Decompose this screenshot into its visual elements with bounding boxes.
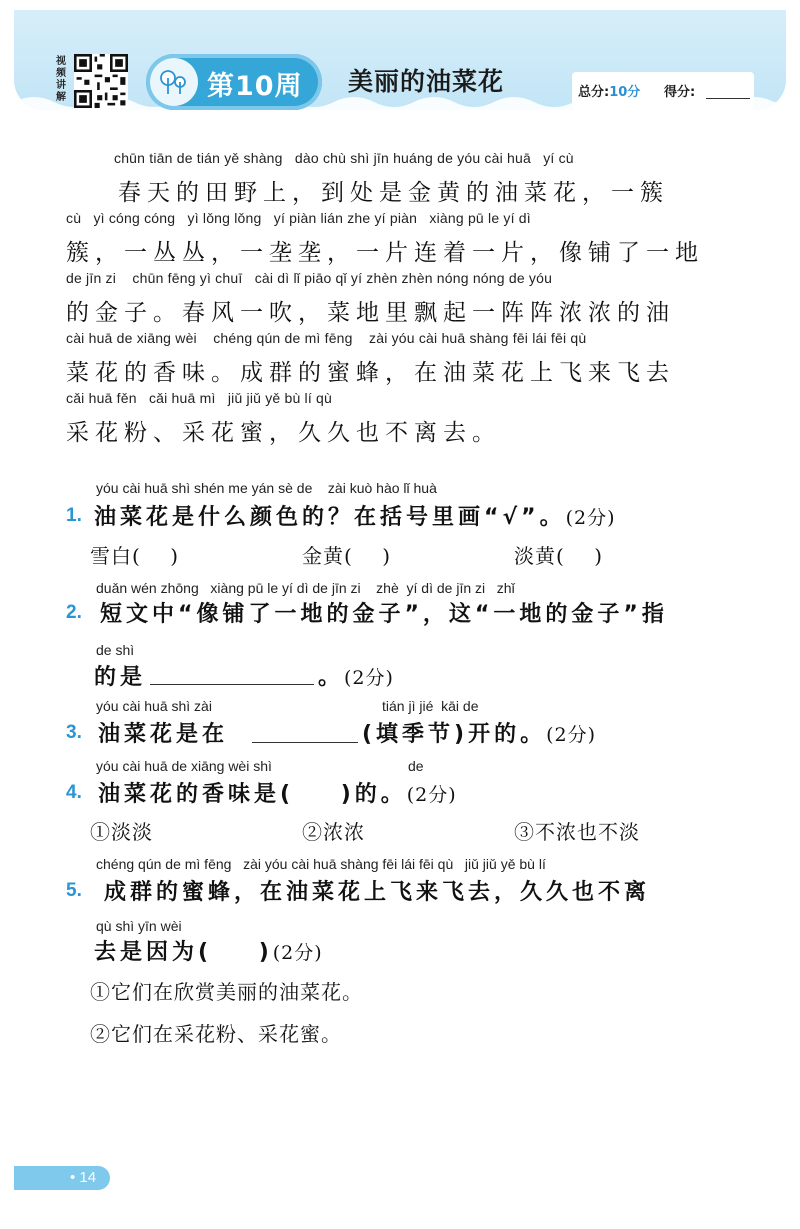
q5-score: (2分) (272, 942, 323, 964)
q3-score: (2分) (546, 724, 597, 746)
page-title: 美丽的油菜花 (348, 67, 505, 96)
q1-number: 1. (66, 505, 82, 526)
passage-text: 采花粉、采花蜜，久久也不离去。 (66, 420, 501, 446)
q4-question[interactable] (98, 777, 457, 808)
passage-text: 的金子。春风一吹，菜地里飘起一阵阵浓浓的油 (66, 300, 675, 326)
q2-period: 。 (318, 665, 345, 690)
score-total-label: 总分: (578, 85, 610, 100)
q2-score: (2分) (344, 667, 394, 689)
q1-pinyin: yóu cài huā shì shén me yán sè de zài kuò hào lǐ huà (96, 480, 437, 496)
q4-option-1[interactable]: ①淡淡 (90, 820, 153, 844)
q3-text: 油菜花是在 (98, 722, 229, 747)
q5-option-1[interactable]: ①它们在欣赏美丽的油菜花。 (90, 980, 363, 1004)
week-label: 第10周 (207, 71, 303, 102)
q5-text: 成群的蜜蜂，在油菜花上飞来飞去，久久也不离 (104, 880, 651, 905)
passage-line (66, 210, 771, 270)
passage-line (66, 150, 771, 210)
q2-answer-blank[interactable] (150, 684, 314, 685)
q1-text: 油菜花是什么颜色的？在括号里画“√”。 (94, 505, 566, 530)
q5-number: 5. (66, 880, 82, 901)
passage-line (66, 390, 771, 450)
reading-passage (66, 150, 771, 450)
q3-tail (362, 717, 596, 748)
passage-pinyin: cù yì cóng cóng yì lǒng lǒng yí piàn lián zhe yí piàn xiàng pū le yí dì (66, 210, 531, 226)
q2-pinyin: duǎn wén zhōng xiàng pū le yí dì de jīn zi zhè yí dì de jīn zi zhǐ (96, 580, 515, 596)
q2-tail (318, 660, 394, 691)
passage-text: 春天的田野上，到处是金黄的油菜花，一簇 (118, 180, 669, 206)
passage-text: 簇，一丛丛，一垄垄，一片连着一片，像铺了一地 (66, 240, 704, 266)
score-total-value: 10分 (609, 85, 641, 100)
q3-pinyin-b: tián jì jié kāi de (382, 698, 479, 714)
score-got-label: 得分: (664, 85, 696, 100)
qr-code-icon[interactable] (74, 54, 128, 108)
q1-score: (2分) (565, 507, 616, 529)
q4-option-3[interactable]: ③不浓也不淡 (514, 820, 640, 844)
week-badge-circle (150, 58, 198, 106)
q2-text-2: 的是 (94, 665, 147, 690)
passage-line (66, 330, 771, 390)
q4-pinyin: yóu cài huā de xiāng wèi shì (96, 758, 272, 774)
q3-text-b: (填季节)开的。 (362, 722, 547, 747)
page-number: • 14 (70, 1169, 97, 1186)
q4-pinyin-b: de (408, 758, 424, 774)
page-number-value: 14 (79, 1169, 97, 1186)
q1-option-b[interactable]: 金黄( ) (302, 544, 392, 568)
q5-option-2[interactable]: ②它们在采花粉、采花蜜。 (90, 1022, 342, 1046)
q2-number: 2. (66, 602, 82, 623)
q3-answer-blank[interactable] (252, 742, 358, 743)
score-total (578, 81, 640, 100)
passage-pinyin: cǎi huā fěn cǎi huā mì jiǔ jiǔ yě bù lí qù (66, 390, 333, 406)
tree-icon (150, 58, 198, 106)
passage-pinyin: de jīn zi chūn fēng yì chuī cài dì lǐ piāo qǐ yí zhèn zhèn nóng nóng de yóu (66, 270, 553, 286)
q1-option-c[interactable]: 淡黄( ) (514, 544, 604, 568)
passage-line (66, 270, 771, 330)
score-got-blank[interactable] (706, 98, 750, 99)
passage-pinyin: cài huā de xiāng wèi chéng qún de mì fēng zài yóu cài huā shàng fēi lái fēi qù (66, 330, 587, 346)
q4-text: 油菜花的香味是( )的。 (98, 782, 407, 807)
q3-number: 3. (66, 722, 82, 743)
q4-number: 4. (66, 782, 82, 803)
q5-pinyin: chéng qún de mì fēng zài yóu cài huā shàng fēi lái fēi qù jiǔ jiǔ yě bù lí (96, 856, 546, 872)
qr-label: 视频讲解 (56, 56, 66, 103)
q4-score: (2分) (406, 784, 457, 806)
q5-text-2: 去是因为( ) (94, 940, 273, 965)
passage-pinyin: chūn tiān de tián yě shàng dào chù shì jīn huáng de yóu cài huā yí cù (114, 150, 574, 166)
q3-pinyin: yóu cài huā shì zài (96, 698, 212, 714)
q1-option-a[interactable]: 雪白( ) (90, 544, 180, 568)
q5-question-2[interactable] (94, 935, 323, 966)
q4-option-2[interactable]: ②浓浓 (302, 820, 365, 844)
passage-text: 菜花的香味。成群的蜜蜂，在油菜花上飞来飞去 (66, 360, 675, 386)
q1-question (94, 500, 616, 531)
q2-text: 短文中“像铺了一地的金子”，这“一地的金子”指 (100, 602, 668, 627)
q5-pinyin-2: qù shì yīn wèi (96, 918, 182, 934)
q2-pinyin-2: de shì (96, 642, 135, 658)
